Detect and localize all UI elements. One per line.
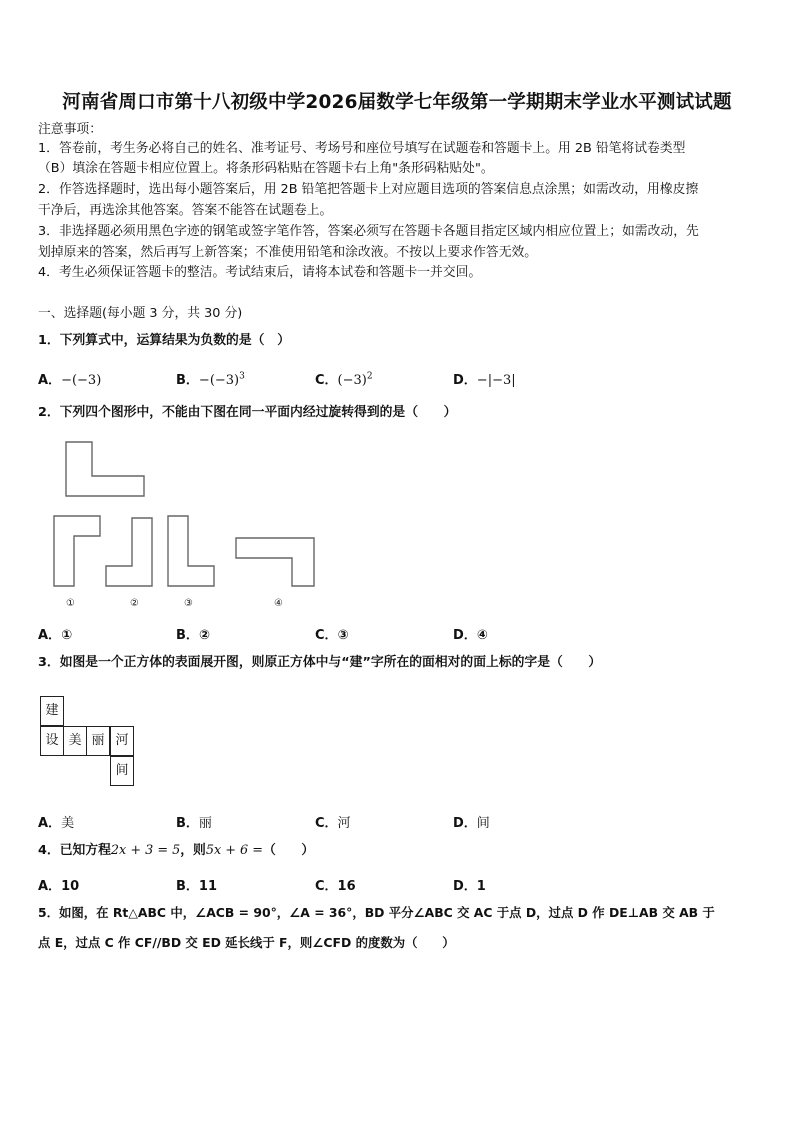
notice-line: 划掉原来的答案，然后再写上新答案；不准使用铅笔和涂改液。不按以上要求作答无效。 xyxy=(38,245,538,260)
option-text: 美 xyxy=(61,816,75,831)
option-text: ③ xyxy=(337,628,349,643)
option-expr: −(−3) xyxy=(198,373,240,388)
q3-option-d[interactable] xyxy=(453,812,490,831)
shape-1 xyxy=(54,516,100,586)
option-text: ① xyxy=(61,628,73,643)
net-cell: 河 xyxy=(110,726,134,756)
net-cell: 间 xyxy=(110,756,134,786)
q2-option-b[interactable] xyxy=(176,624,210,643)
shape-4 xyxy=(236,538,314,586)
option-text: 河 xyxy=(337,816,351,831)
option-text: 11 xyxy=(198,879,218,894)
q2-option-c[interactable] xyxy=(315,624,349,643)
rotation-shapes-figure xyxy=(40,430,340,590)
option-text: 10 xyxy=(61,879,80,894)
option-label: D． xyxy=(453,816,477,831)
question-5-stem-line: 5．如图，在 Rt△ABC 中，∠ACB = 90°，∠A = 36°，BD 平分∠ABC 交 AC 于点 D，过点 D 作 DE⊥AB 交 AB 于 xyxy=(38,905,715,920)
notice-line: 3．非选择题必须用黑色字迹的钢笔或签字笔作答，答案必须写在答题卡各题目指定区域内相应位置上；如需改动，先 xyxy=(38,224,699,239)
q1-option-b[interactable] xyxy=(176,369,245,388)
option-label: B． xyxy=(176,628,199,643)
question-5-stem-line: 点 E，过点 C 作 CF//BD 交 ED 延长线于 F，则∠CFD 的度数为（ ） xyxy=(38,935,455,950)
net-cell: 设 xyxy=(40,726,64,756)
reference-l-shape xyxy=(66,442,144,496)
option-exponent: 2 xyxy=(366,371,373,382)
option-label: D． xyxy=(453,373,477,388)
q4-stem-part: 4．已知方程 xyxy=(38,843,111,858)
option-expr: (−3) xyxy=(337,373,367,388)
q1-option-a[interactable] xyxy=(38,369,101,388)
q3-option-c[interactable] xyxy=(315,812,351,831)
net-cell: 美 xyxy=(63,726,87,756)
option-text: ② xyxy=(198,628,210,643)
option-label: B． xyxy=(176,373,199,388)
option-label: B． xyxy=(176,879,199,894)
option-label: A． xyxy=(38,373,62,388)
option-text: ④ xyxy=(476,628,488,643)
figure-label: ④ xyxy=(274,598,283,609)
option-label: C． xyxy=(315,628,338,643)
net-cell: 丽 xyxy=(86,726,110,756)
q2-option-a[interactable] xyxy=(38,624,72,643)
shape-3 xyxy=(168,516,214,586)
q4-option-c[interactable] xyxy=(315,875,356,894)
net-cell: 建 xyxy=(40,696,64,726)
option-label: C． xyxy=(315,816,338,831)
option-label: C． xyxy=(315,879,338,894)
q4-stem-part: ，则 xyxy=(180,843,206,858)
question-4-stem xyxy=(38,843,756,859)
figure-label: ③ xyxy=(184,598,193,609)
notice-line: 1．答卷前，考生务必将自己的姓名、准考证号、考场号和座位号填写在试题卷和答题卡上。用 2B 铅笔将试卷类型 xyxy=(38,141,686,156)
option-text: 1 xyxy=(476,879,486,894)
question-1-stem: 1．下列算式中，运算结果为负数的是（ ） xyxy=(38,333,291,348)
shape-2 xyxy=(106,518,152,586)
q4-equation: 2x + 3 = 5 xyxy=(110,843,181,858)
q4-option-b[interactable] xyxy=(176,875,217,894)
option-exponent: 3 xyxy=(239,371,245,382)
option-text: 间 xyxy=(476,816,490,831)
option-label: D． xyxy=(453,879,477,894)
option-text: 16 xyxy=(337,879,356,894)
notice-line: 干净后，再选涂其他答案。答案不能答在试题卷上。 xyxy=(38,203,333,218)
question-3-stem: 3．如图是一个正方体的表面展开图，则原正方体中与“建”字所在的面相对的面上标的字是（ ） xyxy=(38,655,602,670)
q4-option-d[interactable] xyxy=(453,875,486,894)
q1-option-d[interactable] xyxy=(453,369,516,388)
q3-option-b[interactable] xyxy=(176,812,212,831)
q3-option-a[interactable] xyxy=(38,812,74,831)
figure-label: ② xyxy=(130,598,139,609)
option-label: A． xyxy=(38,628,62,643)
q2-option-d[interactable] xyxy=(453,624,488,643)
notice-line: （B）填涂在答题卡相应位置上。将条形码粘贴在答题卡右上角"条形码粘贴处"。 xyxy=(38,161,494,176)
notice-line: 2．作答选择题时，选出每小题答案后，用 2B 铅笔把答题卡上对应题目选项的答案信息点涂黑；如需改动，用橡皮擦 xyxy=(38,182,699,197)
option-label: A． xyxy=(38,816,62,831)
notice-line: 4．考生必须保证答题卡的整洁。考试结束后，请将本试卷和答题卡一并交回。 xyxy=(38,265,482,280)
notice-heading: 注意事项： xyxy=(38,122,102,137)
option-label: A． xyxy=(38,879,62,894)
option-label: B． xyxy=(176,816,199,831)
figure-label: ① xyxy=(66,598,75,609)
option-expr: −(−3) xyxy=(61,373,102,388)
section-heading: 一、选择题(每小题 3 分，共 30 分) xyxy=(38,306,243,321)
question-2-stem: 2．下列四个图形中，不能由下图在同一平面内经过旋转得到的是（ ） xyxy=(38,405,457,420)
option-text: 丽 xyxy=(198,816,212,831)
option-label: D． xyxy=(453,628,477,643)
q4-option-a[interactable] xyxy=(38,875,79,894)
q1-option-c[interactable] xyxy=(315,369,373,388)
page-title: 河南省周口市第十八初级中学2026届数学七年级第一学期期末学业水平测试试题 xyxy=(62,92,732,113)
q4-stem-part: （ ） xyxy=(263,843,315,858)
option-label: C． xyxy=(315,373,338,388)
q4-expression: 5x + 6 = xyxy=(205,843,263,858)
option-expr: −|−3| xyxy=(476,373,516,388)
